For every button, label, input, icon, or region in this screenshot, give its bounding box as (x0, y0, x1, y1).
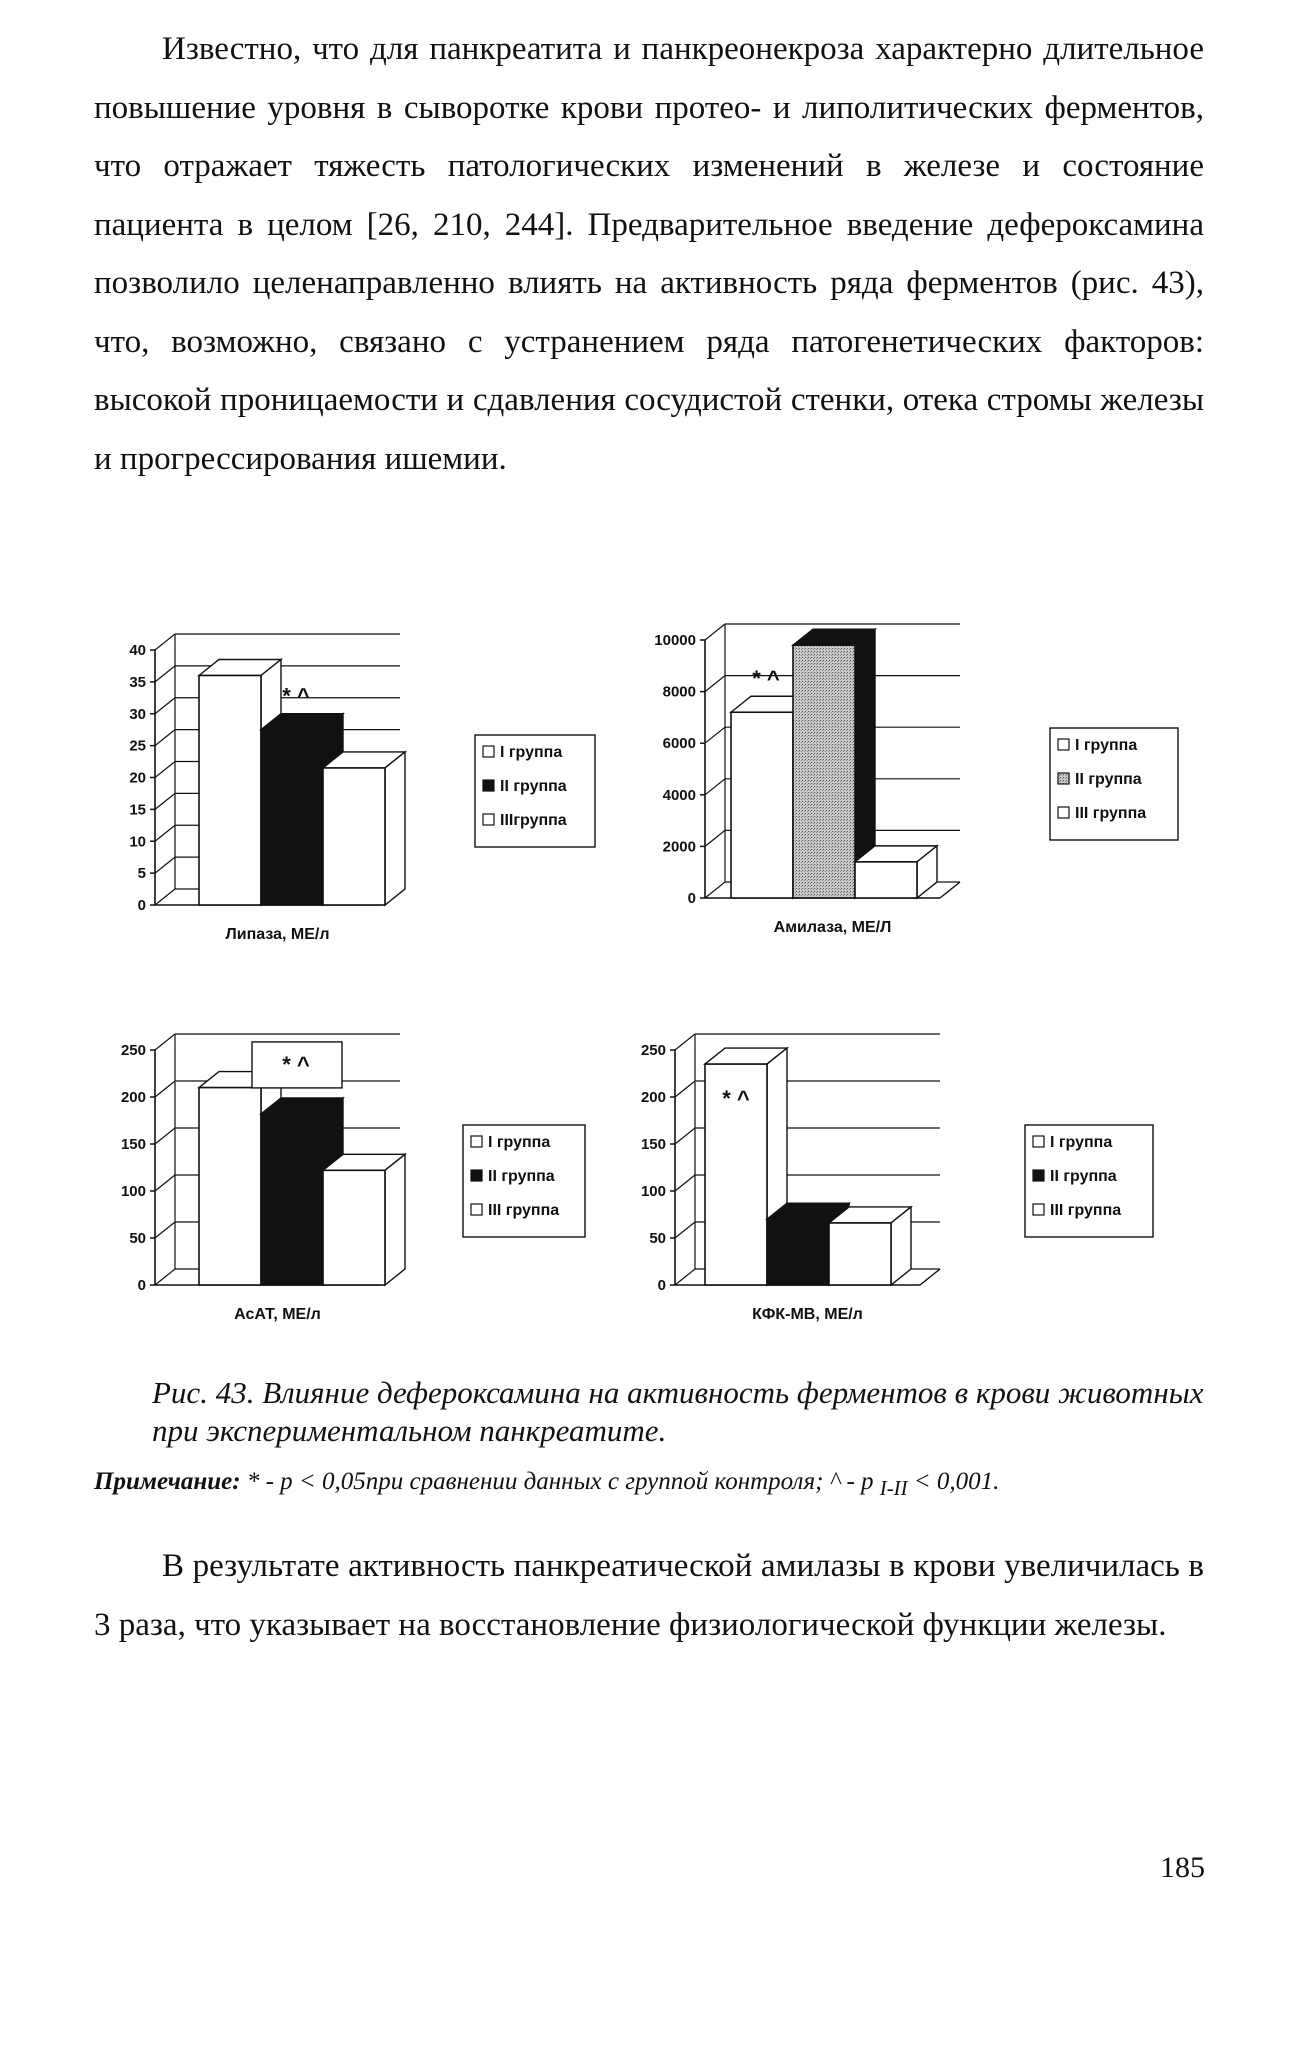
gridline-connector (155, 889, 175, 905)
legend-swatch (471, 1136, 482, 1147)
gridline-connector (155, 1175, 175, 1191)
gridline-connector (155, 825, 175, 841)
legend-entry: III группа (1050, 1202, 1122, 1219)
legend-swatch (1058, 773, 1069, 784)
gridline-connector (675, 1128, 695, 1144)
gridline-connector (155, 1081, 175, 1097)
x-axis-label: Амилаза, МЕ/Л (773, 919, 892, 936)
legend-entry: III группа (488, 1202, 560, 1219)
bar-front-face (323, 768, 385, 905)
gridline-connector (155, 730, 175, 746)
bar-side-face (385, 752, 405, 905)
legend-swatch (471, 1170, 482, 1181)
bar (829, 1207, 911, 1285)
y-tick-label: 100 (640, 1183, 666, 1200)
legend-swatch (483, 746, 494, 757)
intro-paragraph: Известно, что для панкреатита и панкреонекроза характерно длительное повышение уровня в сыворотке крови протео- и липолитических ферментов, что отражает тяжесть патологических изменений в железе и состояние пациента в целом [26, 210, 244]. Предварительное введение дефероксамина позволило целенаправленно влиять на активность ряда ферментов (рис. 43), что, возможно, связано с устранением ряда патогенетических факторов: высокой проницаемости и сдавления сосудистой стенки, отека стромы железы и прогрессирования ишемии. (94, 31, 1204, 477)
gridline-connector (675, 1269, 695, 1285)
x-axis-label: АсАТ, МЕ/л (234, 1306, 321, 1323)
y-tick-label: 35 (129, 673, 146, 691)
legend-entry: I группа (1050, 1134, 1113, 1151)
y-tick-label: 100 (120, 1183, 146, 1200)
y-tick-label: 0 (137, 897, 146, 914)
chart-svg (630, 608, 1190, 968)
result-paragraph: В результате активность панкреатической амилазы в крови увеличилась в 3 раза, что указывает на восстановление физиологической функции железы. (94, 1548, 1204, 1643)
bar-front-face (261, 730, 323, 905)
asat-chart (105, 1010, 625, 1350)
bar (855, 846, 937, 898)
significance-annotation: * ^ (282, 1051, 310, 1077)
gridline-connector (155, 698, 175, 714)
legend-entry: II группа (488, 1168, 555, 1185)
gridline-connector (705, 779, 725, 795)
legend-entry: II группа (500, 778, 567, 795)
legend-entry: I группа (500, 744, 563, 761)
bar-front-face (261, 1114, 323, 1285)
bar-front-face (855, 862, 917, 898)
gridline-connector (155, 1034, 175, 1050)
gridline-connector (675, 1222, 695, 1238)
gridline-connector (705, 830, 725, 846)
gridline-connector (705, 676, 725, 692)
gridline-connector (155, 666, 175, 682)
y-tick-label: 50 (649, 1230, 666, 1247)
legend-swatch (483, 814, 494, 825)
bar (323, 752, 405, 905)
legend-swatch (1058, 807, 1069, 818)
bar (323, 1154, 405, 1285)
bar-front-face (731, 712, 793, 898)
y-tick-label: 30 (129, 705, 146, 723)
bar-front-face (199, 1088, 261, 1285)
y-tick-label: 150 (640, 1136, 666, 1153)
legend-swatch (1033, 1136, 1044, 1147)
gridline-connector (155, 1269, 175, 1285)
legend-entry: III группа (1075, 805, 1147, 822)
y-tick-label: 40 (129, 642, 146, 659)
gridline-connector (155, 1222, 175, 1238)
legend-entry: II группа (1050, 1168, 1117, 1185)
bar-front-face (793, 645, 855, 898)
y-tick-label: 0 (137, 1277, 146, 1294)
legend-entry: I группа (488, 1134, 551, 1151)
gridline-connector (155, 1128, 175, 1144)
legend-entry: IIIгруппа (500, 812, 567, 829)
gridline-connector (705, 624, 725, 640)
y-tick-label: 20 (129, 769, 146, 787)
y-tick-label: 0 (657, 1277, 666, 1294)
note-label: Примечание: (94, 1468, 241, 1495)
floor-edge (920, 1269, 940, 1285)
y-tick-label: 50 (129, 1230, 146, 1247)
ck-mb-chart (630, 1010, 1190, 1350)
y-tick-label: 4000 (662, 786, 696, 804)
amylase-chart (630, 608, 1190, 968)
figure-caption: Рис. 43. Влияние дефероксамина на активность ферментов в крови животных при экспериментальном панкреатите. (152, 1375, 1204, 1448)
note-text-1: * - p < 0,05при сравнении данных с группой контроля; ^ - p (240, 1468, 880, 1495)
gridline-connector (155, 762, 175, 778)
x-axis-label: Липаза, МЕ/л (225, 926, 330, 943)
y-tick-label: 250 (120, 1042, 146, 1059)
y-tick-label: 6000 (662, 735, 696, 753)
y-tick-label: 2000 (662, 838, 696, 856)
y-tick-label: 200 (640, 1089, 666, 1106)
bar-front-face (323, 1170, 385, 1285)
bar-front-face (199, 676, 261, 906)
bar-side-face (385, 1154, 405, 1285)
note-subscript: I-II (879, 1476, 908, 1500)
gridline-connector (155, 793, 175, 809)
legend-swatch (1033, 1204, 1044, 1215)
y-tick-label: 200 (120, 1089, 146, 1106)
significance-annotation: * ^ (752, 666, 780, 692)
legend-entry: II группа (1075, 771, 1142, 788)
floor-edge (940, 882, 960, 898)
legend-entry: I группа (1075, 737, 1138, 754)
y-tick-label: 15 (129, 801, 146, 819)
x-axis-label: КФК-МВ, МЕ/л (752, 1306, 863, 1323)
legend-swatch (471, 1204, 482, 1215)
gridline-connector (675, 1034, 695, 1050)
significance-annotation: * ^ (722, 1086, 750, 1112)
bar-front-face (767, 1219, 829, 1285)
chart-svg (105, 615, 625, 975)
lipase-chart (105, 615, 625, 975)
y-tick-label: 250 (640, 1042, 666, 1059)
y-tick-label: 5 (137, 865, 146, 883)
gridline-connector (675, 1175, 695, 1191)
y-tick-label: 10 (129, 833, 146, 851)
note-text-2: < 0,001. (907, 1468, 1000, 1495)
legend-swatch (1033, 1170, 1044, 1181)
gridline-connector (675, 1081, 695, 1097)
gridline-connector (155, 634, 175, 650)
gridline-connector (705, 727, 725, 743)
significance-annotation: * ^ (282, 683, 310, 709)
gridline-connector (155, 857, 175, 873)
y-tick-label: 150 (120, 1136, 146, 1153)
y-tick-label: 0 (687, 890, 696, 907)
page-number: 185 (1160, 1851, 1205, 1884)
y-tick-label: 25 (129, 737, 146, 755)
y-tick-label: 8000 (662, 683, 696, 701)
bar-front-face (829, 1223, 891, 1285)
chart-svg (630, 1010, 1190, 1350)
y-tick-label: 10000 (654, 632, 696, 649)
chart-svg (105, 1010, 625, 1350)
figure-note (94, 1465, 1204, 1505)
legend-swatch (1058, 739, 1069, 750)
gridline-connector (705, 882, 725, 898)
legend-swatch (483, 780, 494, 791)
